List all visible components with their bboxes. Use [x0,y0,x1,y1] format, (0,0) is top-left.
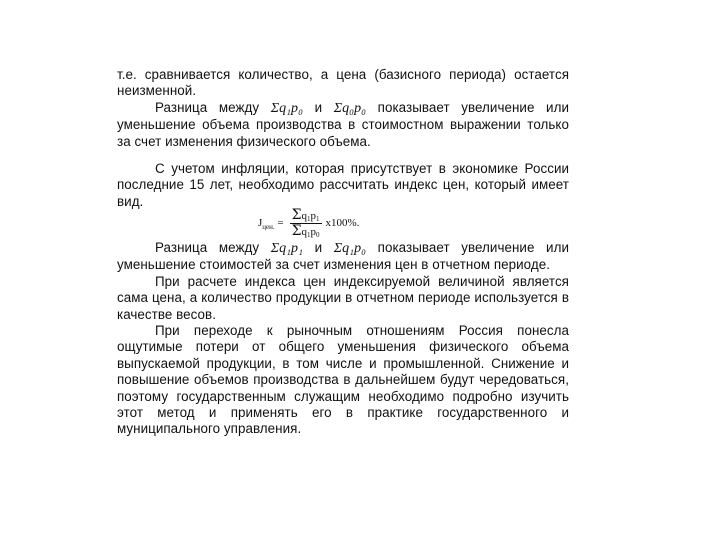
formula-numerator [290,208,322,223]
paragraph-2-after: показывает увеличение или уменьшение объема производства в стоимостном выражении только за счет изменения физического объема. [117,99,569,149]
denominator-p-sub: 0 [316,230,320,239]
sum-q0p0-formula: Σq₀p₀ [333,100,367,116]
formula-fraction [290,208,322,239]
numerator-q-sub: 1 [307,214,311,223]
paragraph-3 [117,161,569,210]
paragraph-4-before: Разница между [155,240,271,255]
price-index-formula [258,205,359,241]
paragraph-1-text: т.е. сравнивается количество, а цена (базисного периода) остается неизменной. [117,67,569,99]
formula-lhs [258,217,284,229]
paragraph-2-mid: и [303,99,334,115]
paragraph-1 [117,67,569,100]
numerator-p: p [310,209,317,222]
numerator-q: q [301,209,308,222]
formula-lhs-sub: цен. [262,223,275,231]
denominator-q: q [301,225,308,238]
paragraph-3-text: С учетом инфляции, которая присутствует в экономике России последние 15 лет, необходимо рассчитать индекс цен, который имеет вид. [117,161,569,209]
formula-lhs-main: J [258,217,263,229]
paragraph-2-before: Разница между [155,99,271,115]
paragraph-5-text: При расчете индекса цен индексируемой величиной является сама цена, а количество продукции в отчетном периоде используется в качестве весов. [117,273,569,322]
numerator-p-sub: 1 [316,214,320,223]
paragraph-6-text: При переходе к рыночным отношениям Россия понесла ощутимые потери от общего уменьшения физического объема выпускаемой продукции, в том числе и промышленной. Снижение и повышение объемов производства в дальнейшем будут чередоваться, поэтому государственным служащим необходимо подробно изучить этот метод и применять его в практике государственного и муниципального управления. [117,323,569,437]
paragraph-4-after: показывает увеличение или уменьшение стоимостей за счет изменения цен в отчетном периоде. [117,240,569,273]
sum-q1p1-formula: Σq₁p₁ [270,241,304,256]
formula-eq: = [277,217,284,229]
sum-q1p0-formula-2: Σq₁p₀ [333,241,367,256]
paragraph-6 [117,323,569,438]
paragraph-4 [117,240,569,274]
paragraph-5 [117,274,569,323]
denominator-p: p [310,225,317,238]
text-block-top [117,67,569,210]
sum-q1p0-formula: Σq₁p₀ [270,100,304,116]
denominator-q-sub: 1 [307,230,311,239]
denominator-sigma: Σ [291,222,302,239]
paragraph-2 [117,100,569,150]
formula-tail: х100%. [325,217,360,229]
formula-denominator [290,224,322,239]
paragraph-4-mid: и [303,240,334,255]
numerator-sigma: Σ [291,206,302,223]
text-block-bottom [117,240,569,438]
